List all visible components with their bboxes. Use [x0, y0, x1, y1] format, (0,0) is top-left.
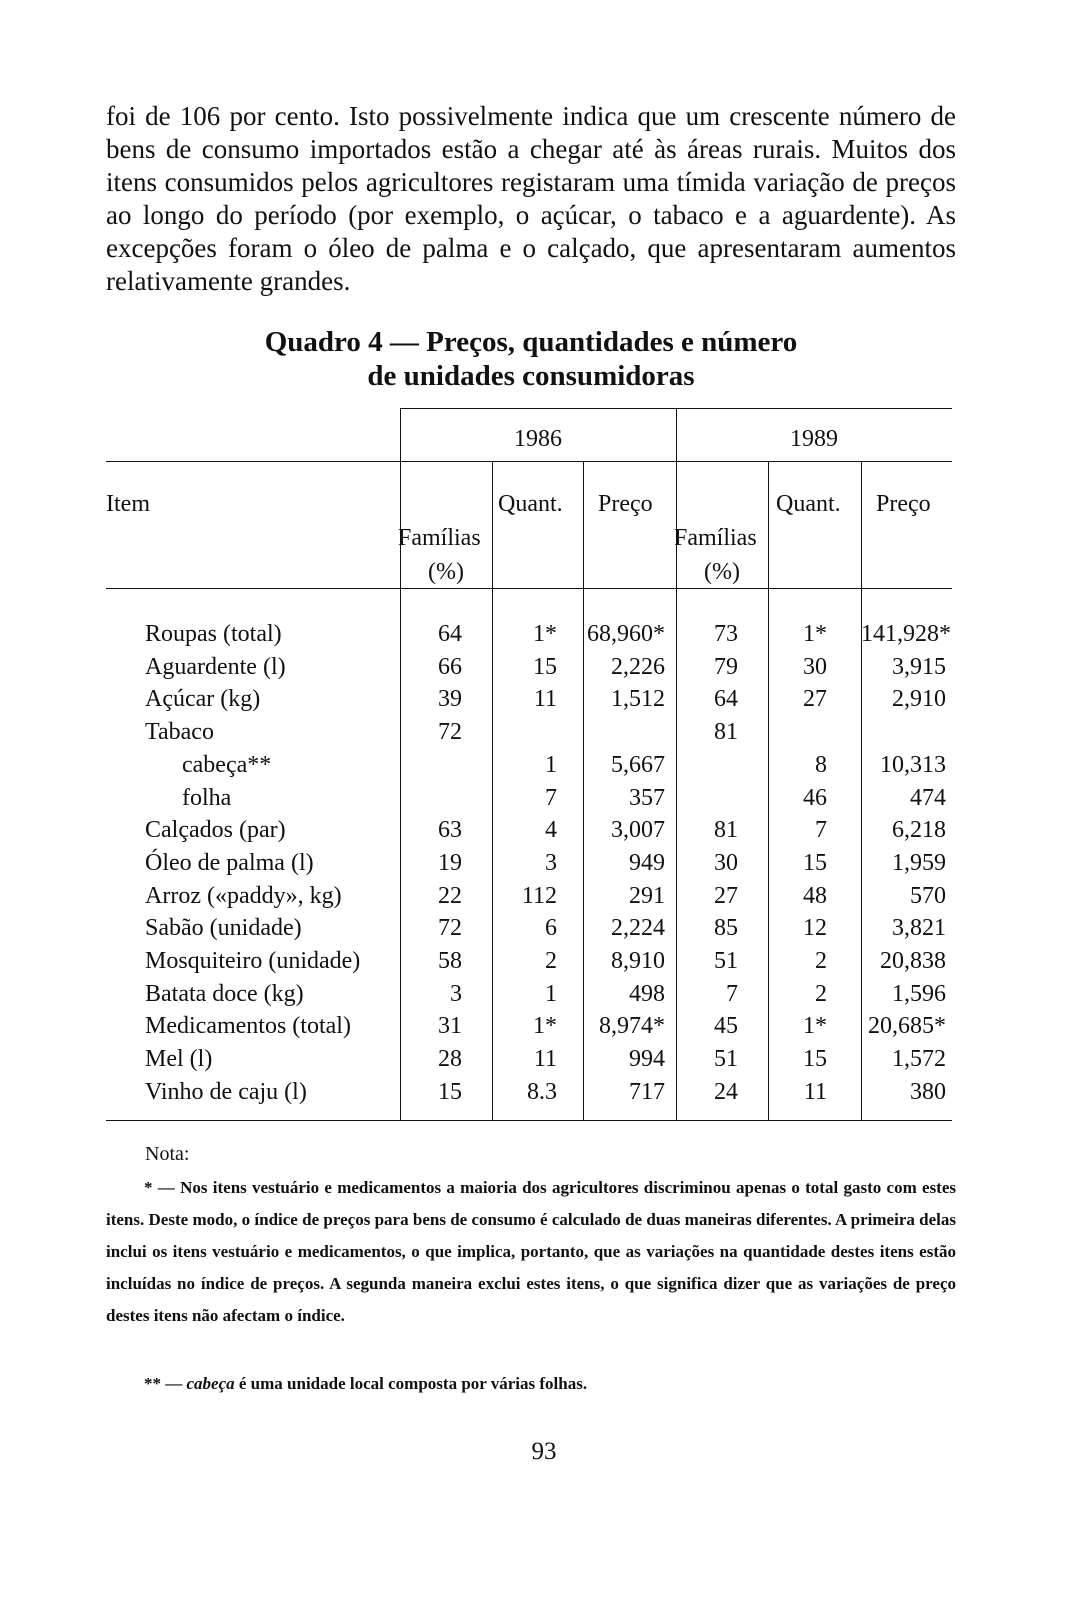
note-1	[106, 1172, 956, 1332]
cell-p89: 570	[910, 882, 946, 909]
cell-q89: 15	[803, 849, 827, 876]
cell-p86: 3,007	[611, 817, 665, 844]
row-item-label: Tabaco	[145, 719, 214, 746]
intro-paragraph: foi de 106 por cento. Isto possivelmente indica que um crescente número de bens de consumo importados estão a chegar até às áreas rurais. Muitos dos itens consumidos pelos agricultores registaram uma tímida variação de preços ao longo do período (por exemplo, o açúcar, o tabaco e a aguardente). As excepções foram o óleo de palma e o calçado, que apresentaram aumentos relativamente grandes.	[106, 101, 956, 296]
cell-p86: 2,226	[611, 653, 665, 680]
row-item-label: Batata doce (kg)	[145, 980, 304, 1007]
cell-p89: 141,928*	[861, 621, 951, 647]
cell-q86: 4	[545, 817, 557, 844]
cell-fam89: 30	[714, 849, 738, 876]
cell-fam89: 64	[714, 686, 738, 713]
row-item-label: Roupas (total)	[145, 621, 282, 647]
cell-p89: 380	[910, 1078, 946, 1105]
cell-q89: 11	[803, 1078, 827, 1105]
cell-p86: 291	[629, 882, 665, 909]
cell-fam86: 15	[438, 1078, 462, 1105]
note-2	[106, 1368, 956, 1400]
cell-fam86: 22	[438, 882, 462, 909]
cell-q86: 1	[545, 980, 557, 1007]
cell-q89: 46	[803, 784, 827, 811]
cell-fam89: 51	[714, 1046, 738, 1073]
year-1989-header: 1989	[790, 426, 838, 452]
cell-fam89: 79	[714, 653, 738, 680]
row-item-label: Mel (l)	[145, 1046, 213, 1073]
cell-p86: 5,667	[611, 751, 665, 778]
cell-q89: 8	[815, 751, 827, 778]
note-2-mark: ** —	[144, 1374, 183, 1393]
cell-q86: 15	[533, 653, 557, 680]
note-2-term: cabeça	[186, 1374, 235, 1393]
page-number: 93	[531, 1438, 557, 1465]
cell-p86: 357	[629, 784, 665, 811]
cell-fam86: 28	[438, 1046, 462, 1073]
cell-fam86: 31	[438, 1013, 462, 1040]
cell-p86: 949	[629, 849, 665, 876]
cell-fam89: 24	[714, 1078, 738, 1105]
cell-q86: 2	[545, 948, 557, 974]
note-label: Nota:	[145, 1143, 190, 1165]
cell-p86: 2,224	[611, 915, 665, 942]
note-2-text: é uma unidade local composta por várias folhas.	[238, 1374, 588, 1393]
cell-q86: 3	[545, 849, 557, 876]
row-item-label: Mosquiteiro (unidade)	[145, 948, 361, 974]
cell-p89: 20,685*	[868, 1013, 946, 1040]
row-item-label: Sabão (unidade)	[145, 915, 302, 942]
row-item-label: Calçados (par)	[145, 817, 286, 844]
cell-fam86: 39	[438, 686, 462, 713]
quant-1989-header: Quant.	[776, 491, 841, 517]
cell-fam86: 64	[438, 621, 462, 647]
row-item-label: Açúcar (kg)	[145, 686, 261, 713]
cell-p86: 717	[629, 1078, 665, 1105]
preco-1989-header: Preço	[876, 491, 931, 517]
cell-q89: 27	[803, 686, 827, 713]
cell-fam86: 19	[438, 849, 462, 876]
note-1-mark: * —	[144, 1178, 175, 1197]
cell-p89: 474	[910, 784, 946, 811]
cell-q89: 48	[803, 882, 827, 909]
note-1-text: Nos itens vestuário e medicamentos a maioria dos agricultores discriminou apenas o total gasto com estes itens. Deste modo, o índice de preços para bens de consumo é calculado de duas maneiras diferentes. A primeira delas inclui os itens vestuário e medicamentos, o que implica, portanto, que as variações na quantidade destes itens estão incluídas no índice de preços. A segunda maneira exclui estes itens, o que significa dizer que as variações de preço destes itens não afectam o índice.	[106, 1178, 957, 1325]
cell-fam89: 85	[714, 915, 738, 942]
table-rule-header-top	[106, 461, 952, 462]
cell-p89: 10,313	[880, 751, 946, 778]
cell-fam86: 58	[438, 948, 462, 974]
cell-fam89: 73	[714, 621, 738, 647]
cell-p86: 1,512	[611, 686, 665, 713]
cell-p89: 2,910	[892, 686, 946, 713]
cell-fam89: 81	[714, 817, 738, 844]
cell-q86: 8.3	[527, 1078, 557, 1105]
cell-p89: 1,572	[892, 1046, 946, 1073]
cell-fam89: 7	[726, 980, 738, 1007]
cell-fam89: 81	[714, 719, 738, 746]
year-1986-header: 1986	[514, 426, 562, 452]
cell-fam86: 66	[438, 653, 462, 680]
cell-q89: 30	[803, 653, 827, 680]
cell-fam86: 72	[438, 915, 462, 942]
pct-1986-header: (%)	[428, 559, 464, 585]
cell-q89: 1*	[803, 621, 827, 647]
cell-q89: 7	[815, 817, 827, 844]
cell-q89: 1*	[803, 1013, 827, 1040]
cell-q86: 112	[521, 882, 557, 909]
cell-q89: 15	[803, 1046, 827, 1073]
familias-1989-header: Famílias	[674, 525, 757, 551]
cell-p86: 8,974*	[599, 1013, 665, 1040]
row-item-label: Óleo de palma (l)	[145, 849, 314, 876]
familias-1986-header: Famílias	[398, 525, 481, 551]
cell-q86: 1*	[533, 621, 557, 647]
cell-q86: 1*	[533, 1013, 557, 1040]
row-item-label: cabeça**	[182, 751, 272, 778]
cell-q86: 11	[533, 1046, 557, 1073]
cell-p89: 3,821	[892, 915, 946, 942]
cell-p86: 8,910	[611, 948, 665, 974]
cell-fam89: 27	[714, 882, 738, 909]
quant-1986-header: Quant.	[498, 491, 563, 517]
preco-1986-header: Preço	[598, 491, 653, 517]
cell-p89: 20,838	[880, 948, 946, 974]
row-item-label: Arroz («paddy», kg)	[145, 882, 342, 909]
pct-1989-header: (%)	[704, 559, 740, 585]
cell-fam86: 63	[438, 817, 462, 844]
row-item-label: Medicamentos (total)	[145, 1013, 351, 1040]
cell-p89: 6,218	[892, 817, 946, 844]
cell-p86: 994	[629, 1046, 665, 1073]
cell-p86: 498	[629, 980, 665, 1007]
row-item-label: Aguardente (l)	[145, 653, 286, 680]
cell-p89: 3,915	[892, 653, 946, 680]
cell-q86: 7	[545, 784, 557, 811]
cell-p89: 1,959	[892, 849, 946, 876]
cell-fam89: 51	[714, 948, 738, 974]
table-rule-header-bottom	[106, 588, 952, 589]
cell-q89: 2	[815, 948, 827, 974]
cell-q89: 2	[815, 980, 827, 1007]
cell-p86: 68,960*	[587, 621, 665, 647]
cell-fam86: 72	[438, 719, 462, 746]
cell-q86: 1	[545, 751, 557, 778]
row-item-label: folha	[182, 784, 232, 811]
row-item-label: Vinho de caju (l)	[145, 1078, 307, 1105]
table-title-line2: de unidades consumidoras	[367, 360, 695, 392]
cell-q86: 6	[545, 915, 557, 942]
cell-fam89: 45	[714, 1013, 738, 1040]
cell-q86: 11	[533, 686, 557, 713]
cell-fam86: 3	[450, 980, 462, 1007]
table-rule-bottom	[106, 1120, 952, 1121]
table-title-line1: Quadro 4 — Preços, quantidades e número	[264, 326, 798, 358]
cell-q89: 12	[803, 915, 827, 942]
item-column-header: Item	[106, 491, 150, 517]
cell-p89: 1,596	[892, 980, 946, 1007]
